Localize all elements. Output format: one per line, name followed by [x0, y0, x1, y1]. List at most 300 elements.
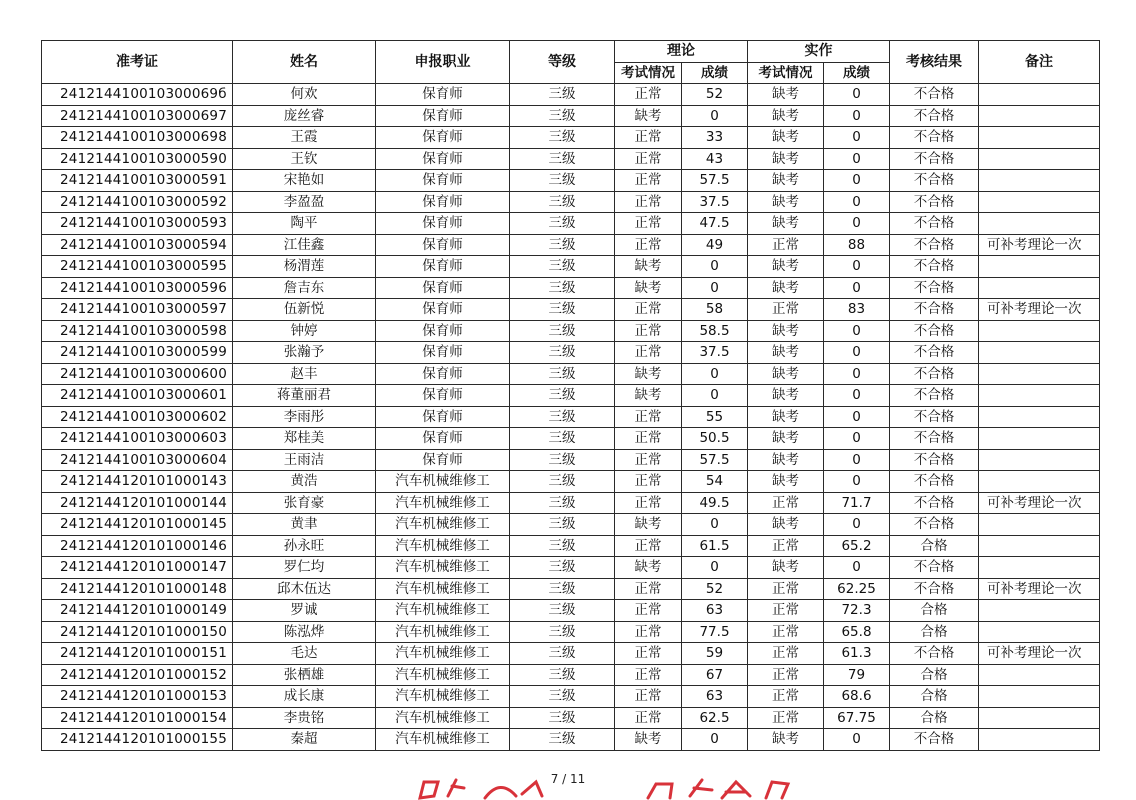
cell-theory-score: 59	[682, 643, 748, 665]
cell-id: 2412144120101000150	[42, 621, 233, 643]
cell-name: 宋艳如	[233, 170, 376, 192]
cell-theory-score: 63	[682, 600, 748, 622]
cell-remark	[979, 170, 1100, 192]
cell-remark: 可补考理论一次	[979, 299, 1100, 321]
cell-theory-status: 缺考	[615, 557, 682, 579]
cell-remark	[979, 256, 1100, 278]
cell-remark	[979, 707, 1100, 729]
cell-practice-score: 0	[824, 170, 890, 192]
cell-level: 三级	[510, 664, 615, 686]
cell-practice-score: 0	[824, 385, 890, 407]
cell-theory-score: 63	[682, 686, 748, 708]
cell-occupation: 保育师	[376, 213, 510, 235]
table-row	[42, 127, 1100, 149]
cell-result: 不合格	[890, 127, 979, 149]
cell-practice-status: 正常	[748, 299, 824, 321]
cell-practice-status: 缺考	[748, 557, 824, 579]
cell-theory-score: 0	[682, 256, 748, 278]
cell-occupation: 保育师	[376, 363, 510, 385]
cell-level: 三级	[510, 492, 615, 514]
cell-practice-score: 0	[824, 148, 890, 170]
cell-result: 不合格	[890, 385, 979, 407]
cell-name: 李盈盈	[233, 191, 376, 213]
cell-result: 合格	[890, 664, 979, 686]
cell-level: 三级	[510, 535, 615, 557]
cell-remark	[979, 514, 1100, 536]
cell-name: 张栖雄	[233, 664, 376, 686]
cell-practice-status: 正常	[748, 234, 824, 256]
cell-occupation: 汽车机械维修工	[376, 471, 510, 493]
cell-occupation: 保育师	[376, 234, 510, 256]
cell-theory-score: 0	[682, 557, 748, 579]
cell-id: 2412144120101000149	[42, 600, 233, 622]
cell-remark	[979, 621, 1100, 643]
cell-practice-score: 67.75	[824, 707, 890, 729]
cell-occupation: 汽车机械维修工	[376, 578, 510, 600]
cell-result: 合格	[890, 707, 979, 729]
table-row	[42, 557, 1100, 579]
cell-practice-status: 缺考	[748, 514, 824, 536]
table-row	[42, 449, 1100, 471]
cell-theory-score: 52	[682, 578, 748, 600]
cell-id: 2412144100103000601	[42, 385, 233, 407]
cell-occupation: 保育师	[376, 105, 510, 127]
cell-id: 2412144100103000594	[42, 234, 233, 256]
cell-practice-score: 0	[824, 363, 890, 385]
cell-id: 2412144100103000604	[42, 449, 233, 471]
cell-practice-status: 缺考	[748, 363, 824, 385]
cell-practice-score: 0	[824, 191, 890, 213]
cell-level: 三级	[510, 148, 615, 170]
cell-practice-score: 83	[824, 299, 890, 321]
cell-result: 不合格	[890, 729, 979, 751]
cell-practice-score: 0	[824, 449, 890, 471]
cell-id: 2412144100103000602	[42, 406, 233, 428]
cell-result: 不合格	[890, 170, 979, 192]
cell-id: 2412144120101000151	[42, 643, 233, 665]
cell-practice-score: 72.3	[824, 600, 890, 622]
table-row	[42, 428, 1100, 450]
cell-result: 不合格	[890, 234, 979, 256]
cell-occupation: 汽车机械维修工	[376, 514, 510, 536]
page-number: 7 / 11	[550, 772, 586, 786]
cell-theory-status: 缺考	[615, 363, 682, 385]
header-remark: 备注	[979, 41, 1100, 84]
cell-level: 三级	[510, 471, 615, 493]
cell-name: 钟婷	[233, 320, 376, 342]
cell-level: 三级	[510, 277, 615, 299]
cell-theory-status: 正常	[615, 707, 682, 729]
cell-name: 张育豪	[233, 492, 376, 514]
table-row	[42, 664, 1100, 686]
cell-theory-status: 缺考	[615, 729, 682, 751]
cell-name: 郑桂美	[233, 428, 376, 450]
cell-result: 不合格	[890, 256, 979, 278]
cell-theory-score: 0	[682, 514, 748, 536]
seal-stroke	[522, 782, 542, 796]
seal-stroke	[766, 782, 788, 798]
cell-theory-score: 58	[682, 299, 748, 321]
cell-remark	[979, 428, 1100, 450]
table-row	[42, 105, 1100, 127]
cell-result: 不合格	[890, 213, 979, 235]
cell-id: 2412144120101000148	[42, 578, 233, 600]
cell-level: 三级	[510, 406, 615, 428]
cell-theory-score: 0	[682, 277, 748, 299]
table-row	[42, 170, 1100, 192]
table-row	[42, 299, 1100, 321]
table-row	[42, 578, 1100, 600]
cell-id: 2412144100103000697	[42, 105, 233, 127]
cell-practice-score: 0	[824, 428, 890, 450]
cell-name: 黄浩	[233, 471, 376, 493]
cell-result: 不合格	[890, 148, 979, 170]
cell-practice-status: 缺考	[748, 213, 824, 235]
cell-occupation: 保育师	[376, 127, 510, 149]
header-occupation: 申报职业	[376, 41, 510, 84]
table-body	[42, 84, 1100, 751]
cell-level: 三级	[510, 686, 615, 708]
table-row	[42, 514, 1100, 536]
cell-result: 不合格	[890, 299, 979, 321]
cell-theory-score: 47.5	[682, 213, 748, 235]
cell-remark	[979, 686, 1100, 708]
cell-id: 2412144100103000590	[42, 148, 233, 170]
cell-remark	[979, 148, 1100, 170]
cell-theory-score: 33	[682, 127, 748, 149]
cell-name: 秦超	[233, 729, 376, 751]
cell-practice-status: 缺考	[748, 471, 824, 493]
cell-practice-score: 88	[824, 234, 890, 256]
table-row	[42, 191, 1100, 213]
cell-theory-score: 37.5	[682, 191, 748, 213]
cell-level: 三级	[510, 320, 615, 342]
table-row	[42, 471, 1100, 493]
cell-theory-score: 54	[682, 471, 748, 493]
header-theory-score: 成绩	[682, 62, 748, 84]
cell-level: 三级	[510, 342, 615, 364]
cell-practice-status: 正常	[748, 578, 824, 600]
cell-occupation: 汽车机械维修工	[376, 492, 510, 514]
cell-result: 不合格	[890, 363, 979, 385]
cell-theory-status: 缺考	[615, 256, 682, 278]
cell-practice-score: 0	[824, 84, 890, 106]
cell-practice-status: 缺考	[748, 277, 824, 299]
cell-practice-status: 缺考	[748, 320, 824, 342]
cell-id: 2412144100103000599	[42, 342, 233, 364]
cell-level: 三级	[510, 643, 615, 665]
cell-level: 三级	[510, 514, 615, 536]
cell-theory-status: 正常	[615, 578, 682, 600]
cell-name: 毛达	[233, 643, 376, 665]
cell-remark	[979, 105, 1100, 127]
cell-theory-status: 正常	[615, 213, 682, 235]
cell-theory-score: 0	[682, 385, 748, 407]
cell-remark	[979, 84, 1100, 106]
table-row	[42, 320, 1100, 342]
cell-remark	[979, 127, 1100, 149]
cell-theory-score: 0	[682, 105, 748, 127]
cell-theory-status: 正常	[615, 492, 682, 514]
table-row	[42, 277, 1100, 299]
cell-practice-score: 0	[824, 105, 890, 127]
cell-theory-status: 正常	[615, 449, 682, 471]
cell-name: 詹吉东	[233, 277, 376, 299]
cell-name: 李贵铭	[233, 707, 376, 729]
cell-remark	[979, 729, 1100, 751]
cell-id: 2412144120101000144	[42, 492, 233, 514]
cell-theory-status: 正常	[615, 686, 682, 708]
cell-remark: 可补考理论一次	[979, 578, 1100, 600]
cell-id: 2412144100103000596	[42, 277, 233, 299]
cell-practice-score: 0	[824, 514, 890, 536]
table-row	[42, 234, 1100, 256]
cell-practice-score: 0	[824, 557, 890, 579]
table-row	[42, 643, 1100, 665]
header-practice-score: 成绩	[824, 62, 890, 84]
cell-level: 三级	[510, 621, 615, 643]
table-row	[42, 256, 1100, 278]
cell-name: 何欢	[233, 84, 376, 106]
seal-stroke	[485, 787, 516, 798]
cell-practice-status: 缺考	[748, 256, 824, 278]
cell-practice-score: 61.3	[824, 643, 890, 665]
cell-result: 不合格	[890, 514, 979, 536]
seal-stroke	[722, 782, 750, 798]
cell-theory-score: 49	[682, 234, 748, 256]
cell-practice-score: 0	[824, 471, 890, 493]
cell-theory-status: 缺考	[615, 277, 682, 299]
cell-id: 2412144120101000145	[42, 514, 233, 536]
cell-result: 不合格	[890, 428, 979, 450]
cell-theory-status: 正常	[615, 600, 682, 622]
cell-level: 三级	[510, 428, 615, 450]
table-row	[42, 342, 1100, 364]
cell-practice-score: 0	[824, 406, 890, 428]
table-row	[42, 363, 1100, 385]
cell-theory-score: 43	[682, 148, 748, 170]
cell-practice-score: 0	[824, 729, 890, 751]
cell-practice-status: 正常	[748, 707, 824, 729]
cell-level: 三级	[510, 299, 615, 321]
cell-theory-status: 正常	[615, 191, 682, 213]
cell-id: 2412144120101000153	[42, 686, 233, 708]
cell-practice-score: 0	[824, 127, 890, 149]
cell-occupation: 保育师	[376, 406, 510, 428]
cell-remark	[979, 664, 1100, 686]
cell-practice-status: 缺考	[748, 385, 824, 407]
header-id: 准考证	[42, 41, 233, 84]
cell-practice-status: 正常	[748, 664, 824, 686]
table-row	[42, 729, 1100, 751]
cell-name: 罗仁均	[233, 557, 376, 579]
cell-level: 三级	[510, 191, 615, 213]
cell-theory-score: 52	[682, 84, 748, 106]
cell-level: 三级	[510, 256, 615, 278]
cell-level: 三级	[510, 729, 615, 751]
header-name: 姓名	[233, 41, 376, 84]
cell-occupation: 保育师	[376, 256, 510, 278]
cell-name: 邱木伍达	[233, 578, 376, 600]
cell-theory-status: 正常	[615, 406, 682, 428]
cell-theory-status: 正常	[615, 84, 682, 106]
cell-level: 三级	[510, 105, 615, 127]
cell-theory-status: 正常	[615, 148, 682, 170]
cell-practice-status: 缺考	[748, 191, 824, 213]
header-practice: 实作	[748, 41, 890, 63]
table-row	[42, 707, 1100, 729]
table-row	[42, 406, 1100, 428]
cell-name: 孙永旺	[233, 535, 376, 557]
cell-practice-score: 65.8	[824, 621, 890, 643]
seal-stroke	[448, 780, 464, 796]
cell-occupation: 汽车机械维修工	[376, 664, 510, 686]
cell-result: 不合格	[890, 492, 979, 514]
cell-level: 三级	[510, 600, 615, 622]
table-row	[42, 84, 1100, 106]
cell-remark	[979, 277, 1100, 299]
cell-occupation: 保育师	[376, 449, 510, 471]
seal-stamp-fragment	[390, 776, 810, 800]
cell-theory-status: 正常	[615, 320, 682, 342]
cell-result: 合格	[890, 621, 979, 643]
cell-theory-status: 正常	[615, 428, 682, 450]
cell-id: 2412144120101000143	[42, 471, 233, 493]
cell-occupation: 保育师	[376, 320, 510, 342]
header-practice-status: 考试情况	[748, 62, 824, 84]
cell-theory-status: 缺考	[615, 385, 682, 407]
seal-stroke	[690, 780, 712, 796]
cell-practice-status: 正常	[748, 535, 824, 557]
cell-remark: 可补考理论一次	[979, 643, 1100, 665]
cell-occupation: 保育师	[376, 170, 510, 192]
cell-remark	[979, 600, 1100, 622]
cell-result: 不合格	[890, 320, 979, 342]
table-row	[42, 385, 1100, 407]
cell-remark	[979, 557, 1100, 579]
cell-id: 2412144100103000595	[42, 256, 233, 278]
cell-id: 2412144100103000593	[42, 213, 233, 235]
cell-occupation: 汽车机械维修工	[376, 557, 510, 579]
cell-occupation: 保育师	[376, 299, 510, 321]
cell-theory-score: 58.5	[682, 320, 748, 342]
cell-theory-score: 0	[682, 363, 748, 385]
cell-theory-status: 正常	[615, 664, 682, 686]
cell-remark	[979, 535, 1100, 557]
cell-id: 2412144100103000597	[42, 299, 233, 321]
cell-theory-score: 57.5	[682, 449, 748, 471]
cell-occupation: 保育师	[376, 148, 510, 170]
cell-occupation: 汽车机械维修工	[376, 686, 510, 708]
cell-result: 不合格	[890, 277, 979, 299]
cell-id: 2412144100103000598	[42, 320, 233, 342]
seal-stroke	[420, 782, 438, 798]
cell-name: 黄聿	[233, 514, 376, 536]
cell-id: 2412144120101000152	[42, 664, 233, 686]
cell-occupation: 汽车机械维修工	[376, 535, 510, 557]
cell-theory-score: 50.5	[682, 428, 748, 450]
table-row	[42, 621, 1100, 643]
cell-practice-status: 缺考	[748, 428, 824, 450]
cell-practice-status: 缺考	[748, 148, 824, 170]
cell-occupation: 保育师	[376, 342, 510, 364]
header-result: 考核结果	[890, 41, 979, 84]
cell-practice-status: 正常	[748, 643, 824, 665]
cell-id: 2412144100103000592	[42, 191, 233, 213]
results-table	[41, 40, 1100, 751]
cell-level: 三级	[510, 213, 615, 235]
cell-remark	[979, 406, 1100, 428]
cell-theory-status: 缺考	[615, 514, 682, 536]
cell-theory-score: 57.5	[682, 170, 748, 192]
cell-level: 三级	[510, 363, 615, 385]
cell-result: 不合格	[890, 84, 979, 106]
table-row	[42, 535, 1100, 557]
cell-result: 不合格	[890, 557, 979, 579]
cell-level: 三级	[510, 707, 615, 729]
cell-result: 不合格	[890, 105, 979, 127]
cell-name: 罗诚	[233, 600, 376, 622]
cell-result: 不合格	[890, 471, 979, 493]
cell-name: 陶平	[233, 213, 376, 235]
cell-practice-status: 缺考	[748, 105, 824, 127]
cell-level: 三级	[510, 84, 615, 106]
table-header	[42, 41, 1100, 84]
cell-theory-status: 正常	[615, 535, 682, 557]
table-row	[42, 600, 1100, 622]
header-theory: 理论	[615, 41, 748, 63]
cell-theory-score: 77.5	[682, 621, 748, 643]
cell-result: 合格	[890, 686, 979, 708]
seal-stroke	[648, 784, 672, 798]
cell-practice-status: 缺考	[748, 127, 824, 149]
cell-theory-score: 62.5	[682, 707, 748, 729]
cell-id: 2412144100103000603	[42, 428, 233, 450]
cell-name: 庞丝睿	[233, 105, 376, 127]
cell-result: 不合格	[890, 449, 979, 471]
cell-remark	[979, 363, 1100, 385]
cell-theory-score: 55	[682, 406, 748, 428]
cell-name: 张瀚予	[233, 342, 376, 364]
cell-name: 陈泓烨	[233, 621, 376, 643]
cell-occupation: 汽车机械维修工	[376, 600, 510, 622]
cell-practice-status: 缺考	[748, 342, 824, 364]
cell-result: 不合格	[890, 342, 979, 364]
cell-id: 2412144120101000154	[42, 707, 233, 729]
cell-remark: 可补考理论一次	[979, 492, 1100, 514]
cell-id: 2412144100103000591	[42, 170, 233, 192]
cell-remark	[979, 213, 1100, 235]
cell-practice-status: 正常	[748, 621, 824, 643]
results-sheet	[41, 40, 1099, 751]
cell-result: 不合格	[890, 191, 979, 213]
cell-theory-status: 正常	[615, 127, 682, 149]
cell-practice-status: 正常	[748, 600, 824, 622]
cell-level: 三级	[510, 557, 615, 579]
cell-occupation: 汽车机械维修工	[376, 707, 510, 729]
cell-result: 不合格	[890, 578, 979, 600]
cell-name: 江佳鑫	[233, 234, 376, 256]
cell-name: 成长康	[233, 686, 376, 708]
cell-id: 2412144120101000146	[42, 535, 233, 557]
cell-name: 赵丰	[233, 363, 376, 385]
cell-name: 蒋董丽君	[233, 385, 376, 407]
cell-practice-status: 正常	[748, 492, 824, 514]
cell-remark	[979, 471, 1100, 493]
cell-remark	[979, 385, 1100, 407]
cell-practice-status: 正常	[748, 686, 824, 708]
cell-occupation: 汽车机械维修工	[376, 621, 510, 643]
